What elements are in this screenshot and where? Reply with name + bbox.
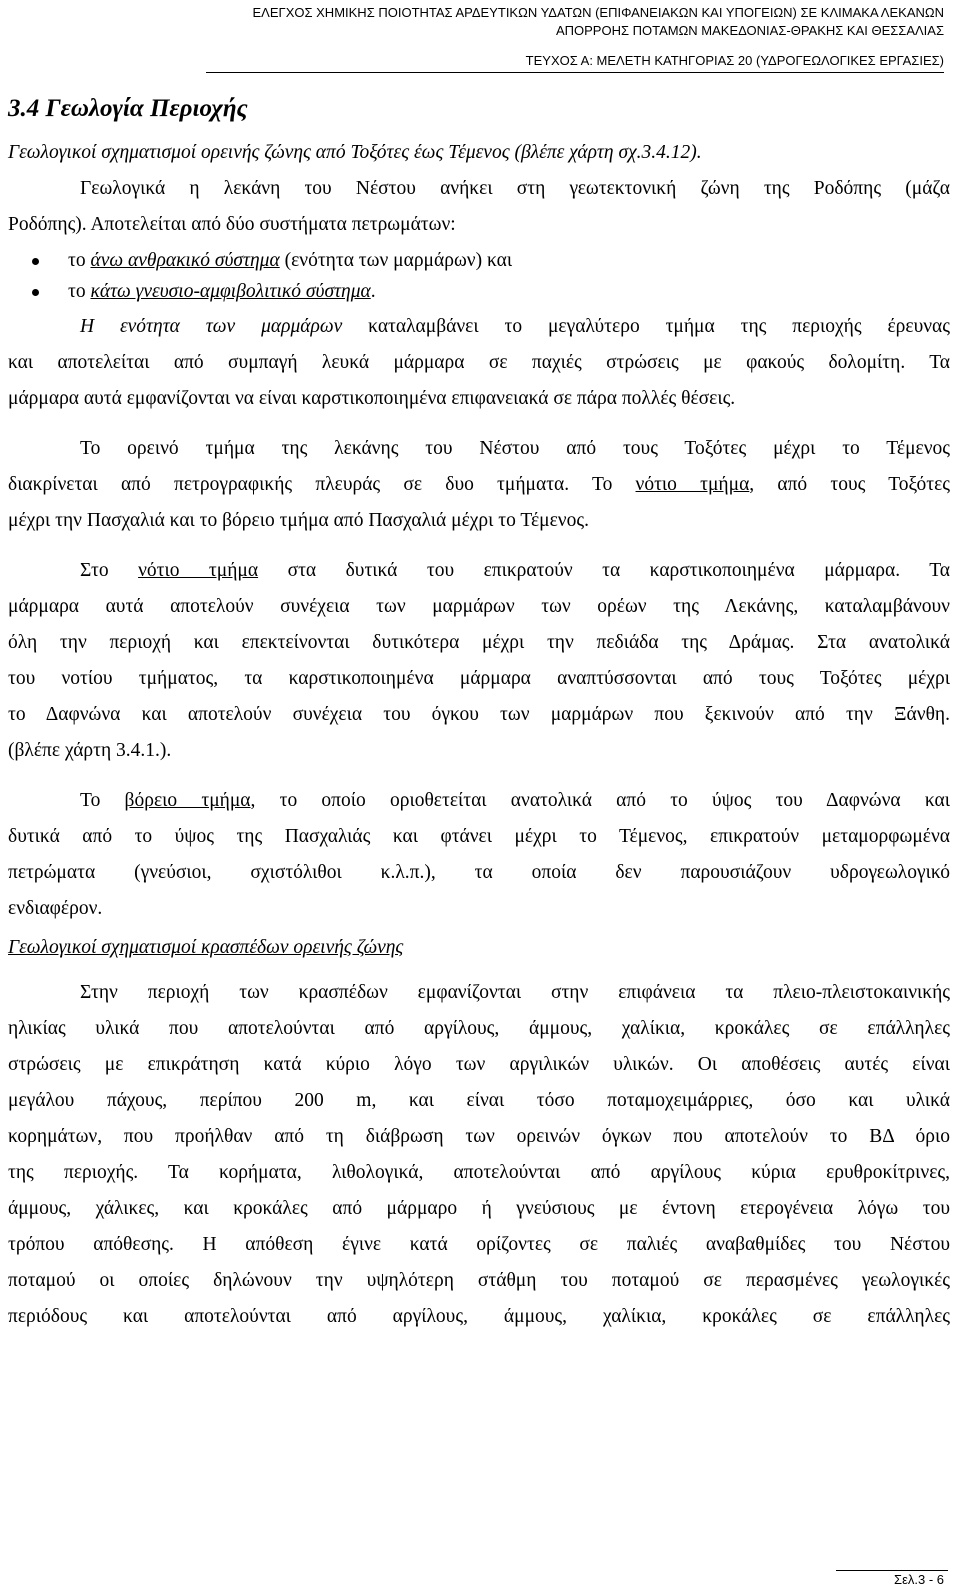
p5-line: Το βόρειο τμήμα, το οποίο οριοθετείται ανατολικά από το ύψος του Δαφνώνα και [80, 790, 950, 811]
page-number: Σελ.3 - 6 [894, 1572, 944, 1587]
bullet-term: άνω ανθρακικό σύστημα [90, 250, 280, 271]
p4-line: του νοτίου τμήματος, τα καρστικοποιημένα μάρμαρα αναπτύσσονται από τους Τοξότες μέχρι [8, 668, 950, 689]
p6-line: της περιοχής. Τα κορήματα, λιθολογικά, αποτελούνται από αργίλους κύρια ερυθροκίτρινες, [8, 1162, 950, 1183]
p1-line: Γεωλογικά η λεκάνη του Νέστου ανήκει στη γεωτεκτονική ζώνη της Ροδόπης (μάζα [80, 178, 950, 199]
footer-rule [836, 1570, 948, 1571]
p6-line: ηλικίας υλικά που αποτελούνται από αργίλους, άμμους, χαλίκια, κροκάλες σε επάλληλες [8, 1018, 950, 1039]
section-title: 3.4 Γεωλογία Περιοχής [8, 95, 248, 122]
subsection-title: Γεωλογικοί σχηματισμοί κρασπέδων ορεινής ζώνης [8, 937, 404, 958]
p3-line: Το ορεινό τμήμα της λεκάνης του Νέστου από τους Τοξότες μέχρι το Τέμενος [80, 438, 950, 459]
header-rule [206, 72, 944, 73]
header-line-2: ΑΠΟΡΡΟΗΣ ΠΟΤΑΜΩΝ ΜΑΚΕΔΟΝΙΑΣ-ΘΡΑΚΗΣ ΚΑΙ ΘΕΣΣΑΛΙΑΣ [555, 23, 944, 38]
bullet-term: κάτω γνευσιο-αμφιβολιτικό σύστημα [90, 281, 371, 302]
p3-line: διακρίνεται από πετρογραφικής πλευράς σε δυο τμήματα. Το νότιο τμήμα, από τους Τοξότες [8, 474, 950, 495]
p6-line: κορημάτων, που προήλθαν από τη διάβρωση των ορεινών όγκων που αποτελούν το ΒΔ όριο [8, 1126, 950, 1147]
p5-line: δυτικά από το ύψος της Πασχαλιάς και φτάνει μέχρι το Τέμενος, επικρατούν μεταμορφωμένα [8, 826, 950, 847]
p6-line: Στην περιοχή των κρασπέδων εμφανίζονται στην επιφάνεια τα πλειο-πλειστοκαινικής [80, 982, 950, 1003]
bullet-dot-icon [32, 258, 39, 265]
bullet-item: το κάτω γνευσιο-αμφιβολιτικό σύστημα. [68, 281, 376, 302]
p6-line: στρώσεις με επικράτηση κατά κύριο λόγο των αργιλικών υλικών. Οι αποθέσεις αυτές είναι [8, 1054, 950, 1075]
p6-line: περιόδους και αποτελούνται από αργίλους, άμμους, χαλίκια, κροκάλες σε επάλληλες [8, 1306, 950, 1327]
bullet-item: το άνω ανθρακικό σύστημα (ενότητα των μαρμάρων) και [68, 250, 513, 271]
header-line-3: ΤΕΥΧΟΣ Α: ΜΕΛΕΤΗ ΚΑΤΗΓΟΡΙΑΣ 20 (ΥΔΡΟΓΕΩΛΟΓΙΚΕΣ ΕΡΓΑΣΙΕΣ) [525, 53, 944, 68]
p5-line: ενδιαφέρον. [8, 898, 103, 919]
p2-line: και αποτελείται από συμπαγή λευκά μάρμαρα σε παχιές στρώσεις με φακούς δολομίτη. Τα [8, 352, 950, 373]
header-line-1: ΕΛΕΓΧΟΣ ΧΗΜΙΚΗΣ ΠΟΙΟΤΗΤΑΣ ΑΡΔΕΥΤΙΚΩΝ ΥΔΑΤΩΝ (ΕΠΙΦΑΝΕΙΑΚΩΝ ΚΑΙ ΥΠΟΓΕΙΩΝ) ΣΕ ΚΛΙΜΑΚΑ ΛΕΚΑΝΩΝ [252, 5, 944, 20]
p2-line: μάρμαρα αυτά εμφανίζονται να είναι καρστικοποιημένα επιφανειακά σε πάρα πολλές θέσεις. [8, 388, 736, 409]
section-subtitle: Γεωλογικοί σχηματισμοί ορεινής ζώνης από Τοξότες έως Τέμενος (βλέπε χάρτη σχ.3.4.12). [8, 142, 702, 163]
p3-line: μέχρι την Πασχαλιά και το βόρειο τμήμα από Πασχαλιά μέχρι το Τέμενος. [8, 510, 589, 531]
p4-line: το Δαφνώνα και αποτελούν συνέχεια του όγκου των μαρμάρων που ξεκινούν από την Ξάνθη. [8, 704, 950, 725]
p5-line: πετρώματα (γνεύσιοι, σχιστόλιθοι κ.λ.π.), τα οποία δεν παρουσιάζουν υδρογεωλογικό [8, 862, 950, 883]
p6-line: άμμους, χάλικες, και κροκάλες από μάρμαρο ή γνεύσιους με έντονη ετερογένεια λόγω του [8, 1198, 950, 1219]
p4-line: (βλέπε χάρτη 3.4.1.). [8, 740, 172, 761]
p4-line: μάρμαρα αυτά αποτελούν συνέχεια των μαρμάρων των ορέων της Λεκάνης, καταλαμβάνουν [8, 596, 950, 617]
p4-line: Στο νότιο τμήμα στα δυτικά του επικρατούν τα καρστικοποιημένα μάρμαρα. Τα [80, 560, 950, 581]
p6-line: τρόπου απόθεσης. Η απόθεση έγινε κατά ορίζοντες σε παλιές αναβαθμίδες του Νέστου [8, 1234, 950, 1255]
p6-line: ποταμού οι οποίες δηλώνουν την υψηλότερη στάθμη του ποταμού σε περασμένες γεωλογικές [8, 1270, 950, 1291]
p2-line: Η ενότητα των μαρμάρων καταλαμβάνει το μεγαλύτερο τμήμα της περιοχής έρευνας [80, 316, 950, 337]
p4-line: όλη την περιοχή και επεκτείνονται δυτικότερα μέχρι την πεδιάδα της Δράμας. Στα ανατολικά [8, 632, 950, 653]
p1-line: Ροδόπης). Αποτελείται από δύο συστήματα πετρωμάτων: [8, 214, 456, 235]
bullet-dot-icon [32, 289, 39, 296]
p6-line: μεγάλου πάχους, περίπου 200 m, και είναι τόσο ποταμοχειμάρριες, όσο και υλικά [8, 1090, 950, 1111]
